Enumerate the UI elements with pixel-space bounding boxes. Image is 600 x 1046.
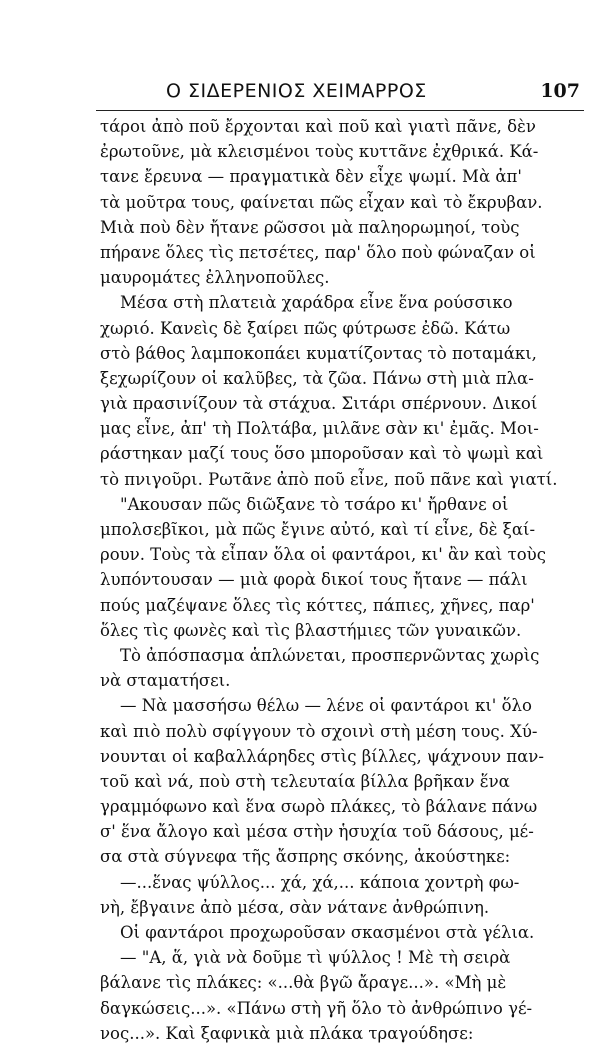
text-line: —...ἕνας ψύλλος... χά, χά,... κάποια χοντρὴ φω- (120, 872, 520, 892)
text-line: Τὸ ἀπόσπασμα ἁπλώνεται, προσπερνῶντας χωρὶς (120, 645, 540, 665)
text-line: νος...». Καὶ ξαφνικὰ μιὰ πλάκα τραγούδησε: (100, 1023, 474, 1043)
text-line: — "Α, ἅ, γιὰ νὰ δοῦμε τὶ ψύλλος ! Μὲ τὴ σειρὰ (120, 948, 511, 968)
text-line: σα στὰ σύγνεφα τῆς ἄσπρης σκόνης, ἀκούστηκε: (100, 847, 511, 867)
page-header (100, 78, 580, 108)
text-line: τάροι ἀπὸ ποῦ ἔρχονται καὶ ποῦ καὶ γιατὶ πᾶνε, δὲν (100, 117, 536, 136)
text-line: μας εἶνε, ἀπ' τὴ Πολτάβα, μιλᾶνε σὰν κι' ἐμᾶς. Μοι- (100, 419, 539, 439)
text-line: τοῦ καὶ νά, ποὺ στὴ τελευταία βίλλα βρῆκαν ἕνα (100, 771, 510, 791)
header-rule (96, 110, 584, 111)
text-line: μαυρομάτες ἐλληνοποῦλες. (100, 268, 330, 288)
text-line: — Νὰ μασσήσω θέλω — λένε οἱ φαντάροι κι' ὅλο (120, 696, 532, 716)
text-line: πήρανε ὅλες τὶς πετσέτες, παρ' ὅλο ποὺ φώναζαν οἱ (100, 242, 536, 262)
text-line: ἐρωτοῦνε, μὰ κλεισμένοι τοὺς κυττᾶνε ἐχθρικά. Κά- (100, 142, 539, 162)
body-text (100, 114, 585, 1046)
text-line: στὸ βάθος λαμποκοπάει κυματίζοντας τὸ ποταμάκι, (100, 343, 537, 363)
text-line: καὶ πιὸ πολὺ σφίγγουν τὸ σχοινὶ στὴ μέση τους. Χύ- (100, 721, 538, 741)
text-line: Μιὰ ποὺ δὲν ἤτανε ρῶσσοι μὰ παληορωμηοί, τοὺς (100, 217, 520, 237)
text-line: τὰ μοῦτρα τους, φαίνεται πῶς εἶχαν καὶ τὸ ἔκρυβαν. (100, 192, 543, 212)
text-line: χωριό. Κανεὶς δὲ ξαίρει πῶς φύτρωσε ἐδῶ. Κάτω (100, 318, 511, 338)
text-line: λυπόντουσαν — μιὰ φορὰ δικοί τους ἤτανε — πάλι (100, 570, 528, 590)
text-line: Οἱ φαντάροι προχωροῦσαν σκασμένοι στὰ γέλια. (120, 923, 535, 942)
text-line: ὅλες τὶς φωνὲς καὶ τὶς βλαστήμιες τῶν γυναικῶν. (100, 620, 522, 640)
text-line: νὰ σταματήσει. (100, 671, 231, 691)
text-line: γιὰ πρασινίζουν τὰ στάχυα. Σιτάρι σπέρνουν. Δικοί (100, 394, 538, 414)
text-line: γραμμόφωνο καὶ ἕνα σωρὸ πλάκες, τὸ βάλανε πάνω (100, 797, 538, 817)
text-line: "Ακουσαν πῶς διῶξανε τὸ τσάρο κι' ἤρθανε οἱ (120, 494, 509, 514)
text-line: ράστηκαν μαζί τους ὅσο μποροῦσαν καὶ τὸ ψωμὶ καὶ (100, 444, 544, 464)
page-number: 107 (540, 80, 580, 102)
text-line: Μέσα στὴ πλατειὰ χαράδρα εἶνε ἕνα ρούσσικο (120, 293, 513, 313)
text-line: πούς μαζέψανε ὅλες τὶς κόττες, πάπιες, χῆνες, παρ' (100, 595, 535, 615)
text-line: σ' ἕνα ἄλογο καὶ μέσα στὴν ἡσυχία τοῦ δάσους, μέ- (100, 822, 534, 842)
text-line: ξεχωρίζουν οἱ καλῦβες, τὰ ζῶα. Πάνω στὴ μιὰ πλα- (100, 368, 534, 388)
text-line: τανε ἔρευνα — πραγματικὰ δὲν εἶχε ψωμί. Μὰ ἀπ' (100, 167, 522, 187)
text-line: νουνται οἱ καβαλλάρηδες στὶς βίλλες, ψάχνουν παν- (100, 746, 544, 766)
text-line: δαγκώσεις...». «Πάνω στὴ γῆ ὅλο τὸ ἀνθρώπινο γέ- (100, 998, 533, 1018)
text-line: νὴ, ἔβγαινε ἀπὸ μέσα, σὰν νάτανε ἀνθρώπινη. (100, 897, 490, 917)
text-line: μπολσεβῖκοι, μὰ πῶς ἔγινε αὐτό, καὶ τί εἶνε, δὲ ξαί- (100, 520, 536, 539)
running-title: Ο ΣΙΔΕΡΕΝΙΟΣ ΧΕΙΜΑΡΡΟΣ (166, 80, 427, 102)
text-line: βάλανε τὶς πλάκες: «...θὰ βγῶ ἄραγε...». «Μὴ μὲ (100, 973, 507, 993)
text-line: τὸ πνιγοῦρι. Ρωτᾶνε ἀπὸ ποῦ εἶνε, ποῦ πᾶνε καὶ γιατί. (100, 469, 558, 489)
text-line: ρουν. Τοὺς τὰ εἶπαν ὅλα οἱ φαντάροι, κι' ἂν καὶ τοὺς (100, 545, 546, 565)
